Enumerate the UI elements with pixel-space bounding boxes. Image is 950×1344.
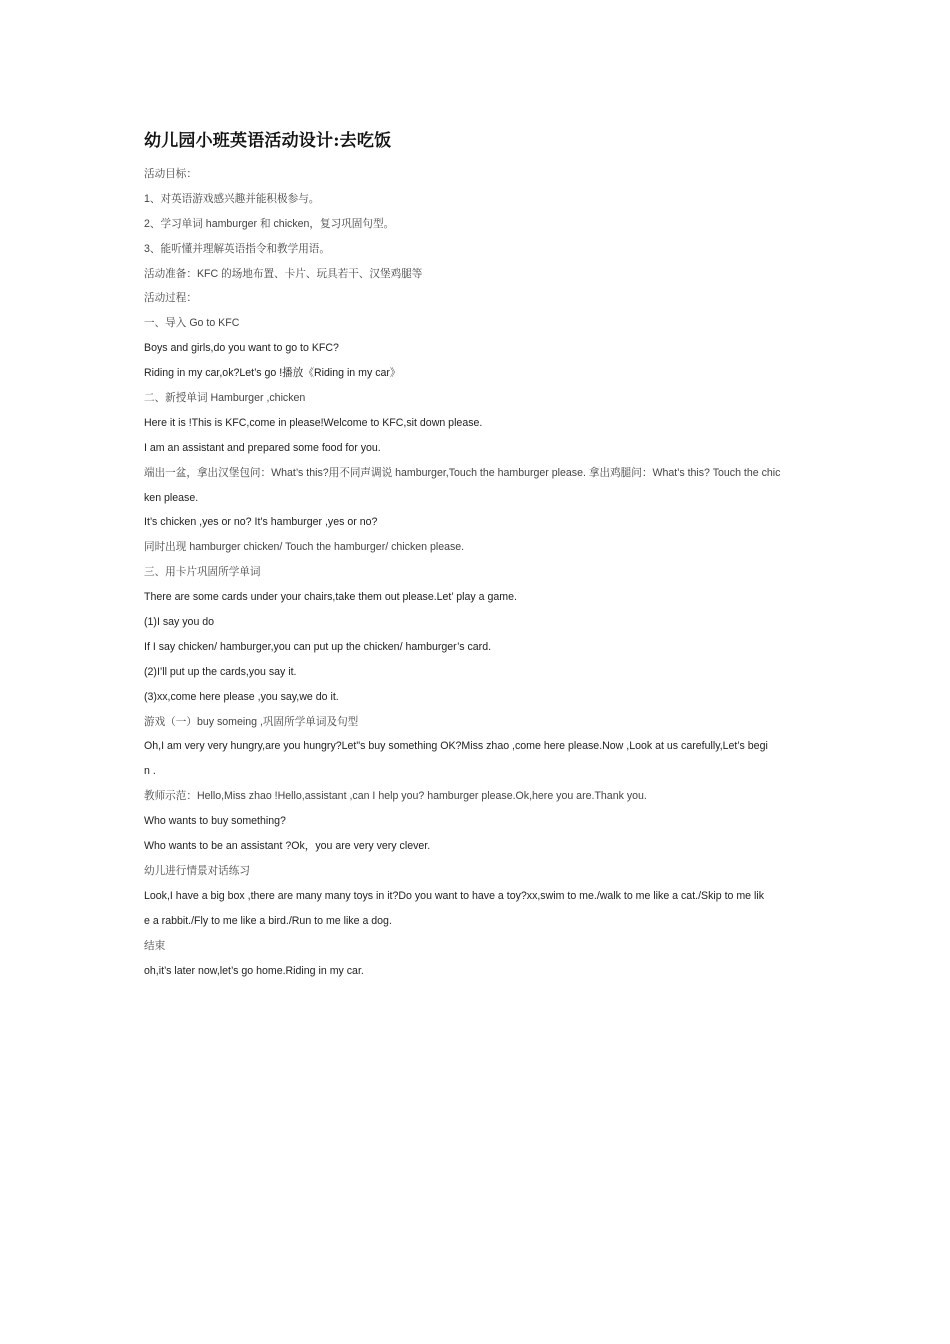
text-line: It’s chicken ,yes or no? It’s hamburger ,yes or no?: [144, 516, 378, 529]
text-line: 游戏（一）buy someing ,巩固所学单词及句型: [144, 715, 359, 728]
text-line: 一、导入 Go to KFC: [144, 317, 240, 330]
text-line: Riding in my car,ok?Let’s go !播放《Riding in my car》: [144, 367, 401, 380]
text-line: 活动过程：: [144, 292, 197, 305]
text-line: e a rabbit./Fly to me like a bird./Run to me like a dog.: [144, 914, 392, 927]
text-line: n .: [144, 765, 156, 778]
text-line: There are some cards under your chairs,take them out please.Let’ play a game.: [144, 591, 517, 604]
text-line: If I say chicken/ hamburger,you can put up the chicken/ hamburger’s card.: [144, 640, 492, 653]
document-body: [144, 162, 810, 983]
text-line: (2)I’ll put up the cards,you say it.: [144, 665, 297, 678]
text-line: 3、能听懂并理解英语指令和教学用语。: [144, 242, 330, 255]
text-line: (1)I say you do: [144, 616, 215, 629]
text-line: (3)xx,come here please ,you say,we do it.: [144, 690, 339, 703]
text-line: 1、对英语游戏感兴趣并能积极参与。: [144, 192, 320, 205]
text-line: 幼儿进行情景对话练习: [144, 864, 250, 877]
text-line: Here it is !This is KFC,come in please!Welcome to KFC,sit down please.: [144, 416, 483, 429]
text-line: Who wants to be an assistant ?Ok，you are very very clever.: [144, 840, 431, 853]
text-line: 端出一盆，拿出汉堡包问：What’s this?用不同声调说 hamburger,Touch the hamburger please. 拿出鸡腿问：What’s this? Touch the chic: [144, 466, 781, 479]
text-line: Oh,I am very very hungry,are you hungry?Let"s buy something OK?Miss zhao ,come here please.Now ,Look at us carefully,Let’s begi: [144, 740, 768, 753]
text-line: Boys and girls,do you want to go to KFC?: [144, 342, 339, 355]
text-line: ken please.: [144, 491, 199, 504]
text-line: 结束: [144, 939, 166, 952]
text-line: Look,I have a big box ,there are many many toys in it?Do you want to have a toy?xx,swim to me./walk to me like a cat./Skip to me lik: [144, 889, 765, 902]
text-line: 二、新授单词 Hamburger ,chicken: [144, 392, 306, 405]
text-line: 三、用卡片巩固所学单词: [144, 566, 261, 579]
text-line: 活动准备：KFC 的场地布置、卡片、玩具若干、汉堡鸡腿等: [144, 267, 423, 280]
text-line: Who wants to buy something?: [144, 815, 286, 828]
text-line: oh,it’s later now,let’s go home.Riding in my car.: [144, 964, 364, 977]
text-line: 2、学习单词 hamburger 和 chicken，复习巩固句型。: [144, 217, 395, 230]
document-title: 幼儿园小班英语活动设计:去吃饭: [144, 131, 392, 151]
text-line: 教师示范：Hello,Miss zhao !Hello,assistant ,can I help you? hamburger please.Ok,here you are.Thank you.: [144, 790, 647, 803]
text-line: 同时出现 hamburger chicken/ Touch the hamburger/ chicken please.: [144, 541, 465, 554]
text-line: I am an assistant and prepared some food for you.: [144, 441, 381, 454]
text-line: 活动目标：: [144, 168, 197, 180]
